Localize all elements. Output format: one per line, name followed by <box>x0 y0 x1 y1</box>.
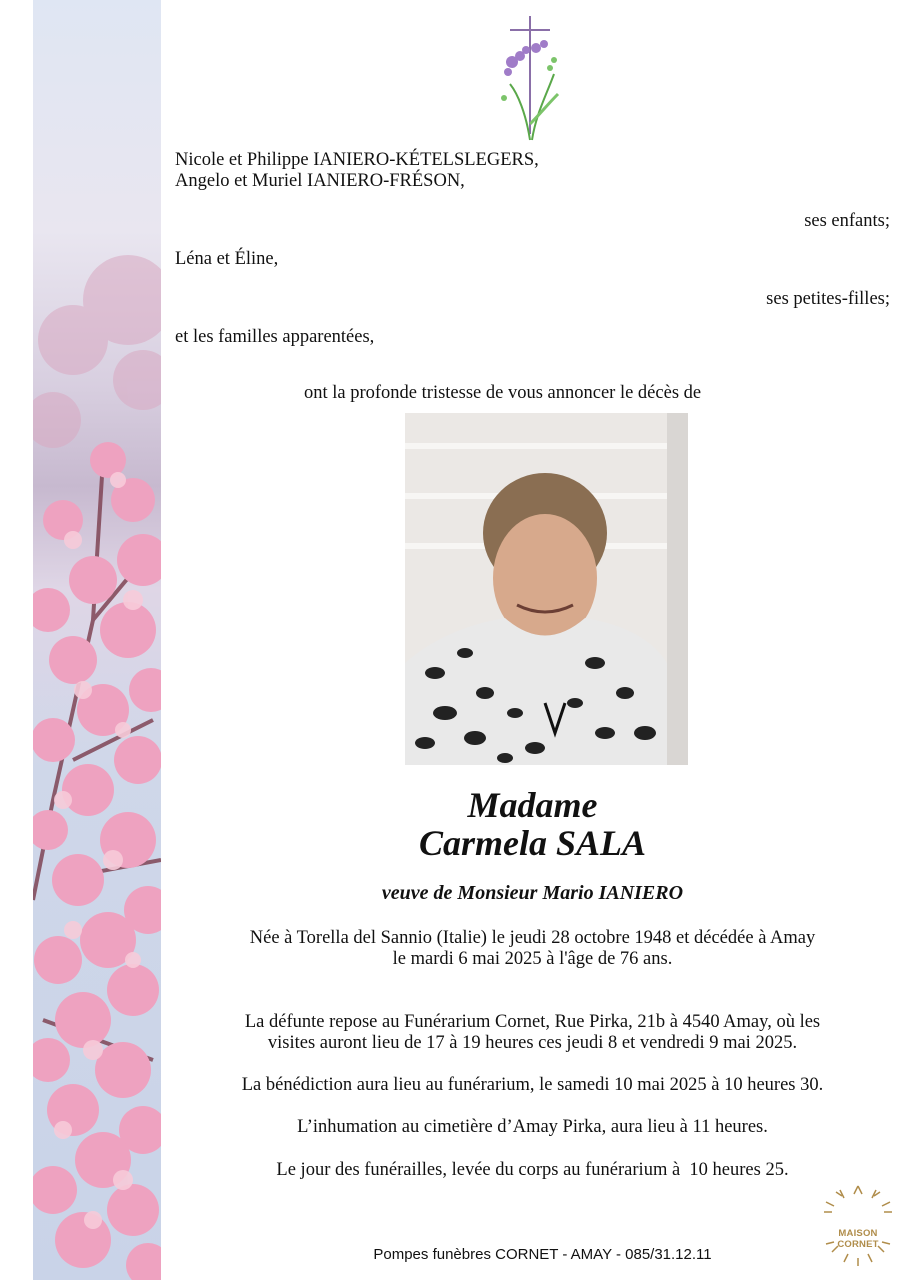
widow-of: veuve de Monsieur Mario IANIERO <box>381 882 684 904</box>
family-line-1: Nicole et Philippe IANIERO-KÉTELSLEGERS, <box>175 150 539 170</box>
rest-line-2: visites auront lieu de 17 à 19 heures ces jeudi 8 et vendredi 9 mai 2025. <box>267 1033 798 1053</box>
birth-death-line-1: Née à Torella del Sannio (Italie) le jeudi 28 octobre 1948 et décédée à Amay <box>249 928 816 948</box>
burial: L’inhumation au cimetière d’Amay Pirka, aura lieu à 11 heures. <box>297 1117 768 1137</box>
maison-cornet-wordmark: MAISON CORNET <box>837 1228 879 1250</box>
portrait-photo <box>405 413 688 765</box>
relatives: et les familles apparentées, <box>175 327 375 347</box>
departure: Le jour des funérailles, levée du corps au funérarium à 10 heures 25. <box>276 1160 789 1180</box>
maison-cornet-logo <box>818 1182 898 1270</box>
family-line-2: Angelo et Muriel IANIERO-FRÉSON, <box>175 171 465 191</box>
announcement: ont la profonde tristesse de vous annoncer le décès de <box>304 383 702 403</box>
cross-flower-icon <box>496 14 564 142</box>
grandchildren: Léna et Éline, <box>175 249 279 269</box>
children-label: ses enfants; <box>804 211 890 231</box>
grandchildren-label: ses petites-filles; <box>766 289 890 309</box>
cherry-blossom-strip <box>33 0 161 1280</box>
deceased-name: Carmela SALA <box>418 823 647 863</box>
rest-line-1: La défunte repose au Funérarium Cornet, Rue Pirka, 21b à 4540 Amay, où les <box>244 1012 821 1032</box>
blessing: La bénédiction aura lieu au funérarium, le samedi 10 mai 2025 à 10 heures 30. <box>241 1075 824 1095</box>
honorific: Madame <box>467 785 598 825</box>
footer-contact: Pompes funèbres CORNET - AMAY - 085/31.12.11 <box>373 1246 712 1263</box>
birth-death-line-2: le mardi 6 mai 2025 à l'âge de 76 ans. <box>392 949 673 969</box>
